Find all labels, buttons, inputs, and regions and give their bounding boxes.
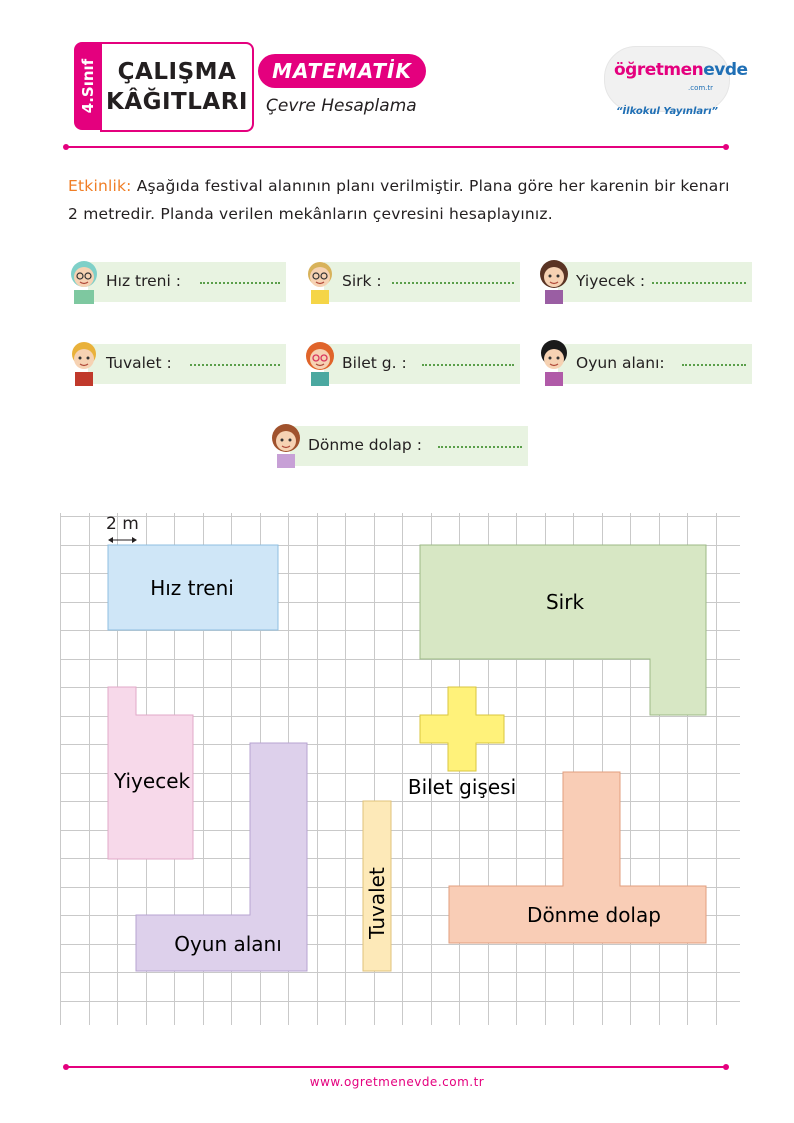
boy-curly-face-icon <box>534 332 574 386</box>
festival-plan-grid <box>60 513 740 1025</box>
grade-label: 4.Sınıf <box>79 58 97 114</box>
divider-dot <box>63 1064 69 1070</box>
answer-blank[interactable] <box>200 282 280 284</box>
arrow-right-icon <box>132 537 137 543</box>
activity-label: Etkinlik: <box>68 177 132 195</box>
answer-label: Dönme dolap : <box>308 436 422 454</box>
divider-dot <box>723 1064 729 1070</box>
logo-tagline: “İlkokul Yayınları” <box>616 106 718 117</box>
footer-divider <box>66 1066 726 1068</box>
logo-domain: .com.tr <box>688 84 714 92</box>
answer-blank[interactable] <box>392 282 514 284</box>
answer-sirk <box>300 262 520 302</box>
bilet-gisesi-label: Bilet gişesi <box>407 775 517 799</box>
boy-glasses-face-icon <box>64 250 104 304</box>
answer-label: Hız treni : <box>106 272 181 290</box>
title-line-2: KÂĞITLARI <box>106 89 248 115</box>
answer-label: Tuvalet : <box>106 354 172 372</box>
answer-blank[interactable] <box>652 282 746 284</box>
hiz-treni-label: Hız treni <box>150 576 234 600</box>
logo-wordmark: öğretmenevde <box>614 60 748 80</box>
answer-yiyecek <box>534 262 752 302</box>
sirk-label: Sirk <box>545 590 585 614</box>
grade-badge <box>74 42 102 130</box>
answer-tuvalet <box>64 344 286 384</box>
subject-badge: MATEMATİK <box>258 54 426 88</box>
answer-oyun <box>534 344 752 384</box>
answer-blank[interactable] <box>438 446 522 448</box>
scale-label: 2 m <box>106 514 139 534</box>
oyun-alani-label: Oyun alanı <box>174 932 282 956</box>
arrow-left-icon <box>108 537 113 543</box>
topic-title: Çevre Hesaplama <box>266 96 417 116</box>
answer-bilet <box>300 344 520 384</box>
title-line-1: ÇALIŞMA <box>117 59 237 85</box>
answer-label: Sirk : <box>342 272 382 290</box>
girl-face-icon <box>534 250 574 304</box>
worksheet-title <box>100 42 254 132</box>
footer-url[interactable]: www.ogretmenevde.com.tr <box>309 1075 485 1089</box>
answer-blank[interactable] <box>422 364 514 366</box>
answer-label: Oyun alanı: <box>576 354 665 372</box>
answer-label: Bilet g. : <box>342 354 407 372</box>
header-divider <box>66 146 726 148</box>
tuvalet-label: Tuvalet <box>365 867 389 939</box>
instructions-text: Aşağıda festival alanının planı verilmiştir. Plana göre her karenin bir kenarı 2 metredir. Planda verilen mekânların çevresini hesaplayınız. <box>68 177 730 223</box>
answer-blank[interactable] <box>190 364 280 366</box>
girl-redhead-face-icon <box>300 332 340 386</box>
bilet-gisesi-area <box>420 687 504 771</box>
answer-label: Yiyecek : <box>576 272 646 290</box>
divider-dot <box>63 144 69 150</box>
yiyecek-label: Yiyecek <box>114 769 191 793</box>
boy-blond-face-icon <box>64 332 104 386</box>
publisher-logo <box>604 46 748 128</box>
boy-face-icon <box>300 250 340 304</box>
instructions <box>68 172 730 228</box>
answer-blank[interactable] <box>682 364 746 366</box>
donme-dolap-label: Dönme dolap <box>527 903 661 927</box>
answer-hiz-treni <box>64 262 286 302</box>
answer-donme-dolap <box>266 426 528 466</box>
divider-dot <box>723 144 729 150</box>
girl-brown-face-icon <box>266 414 306 468</box>
